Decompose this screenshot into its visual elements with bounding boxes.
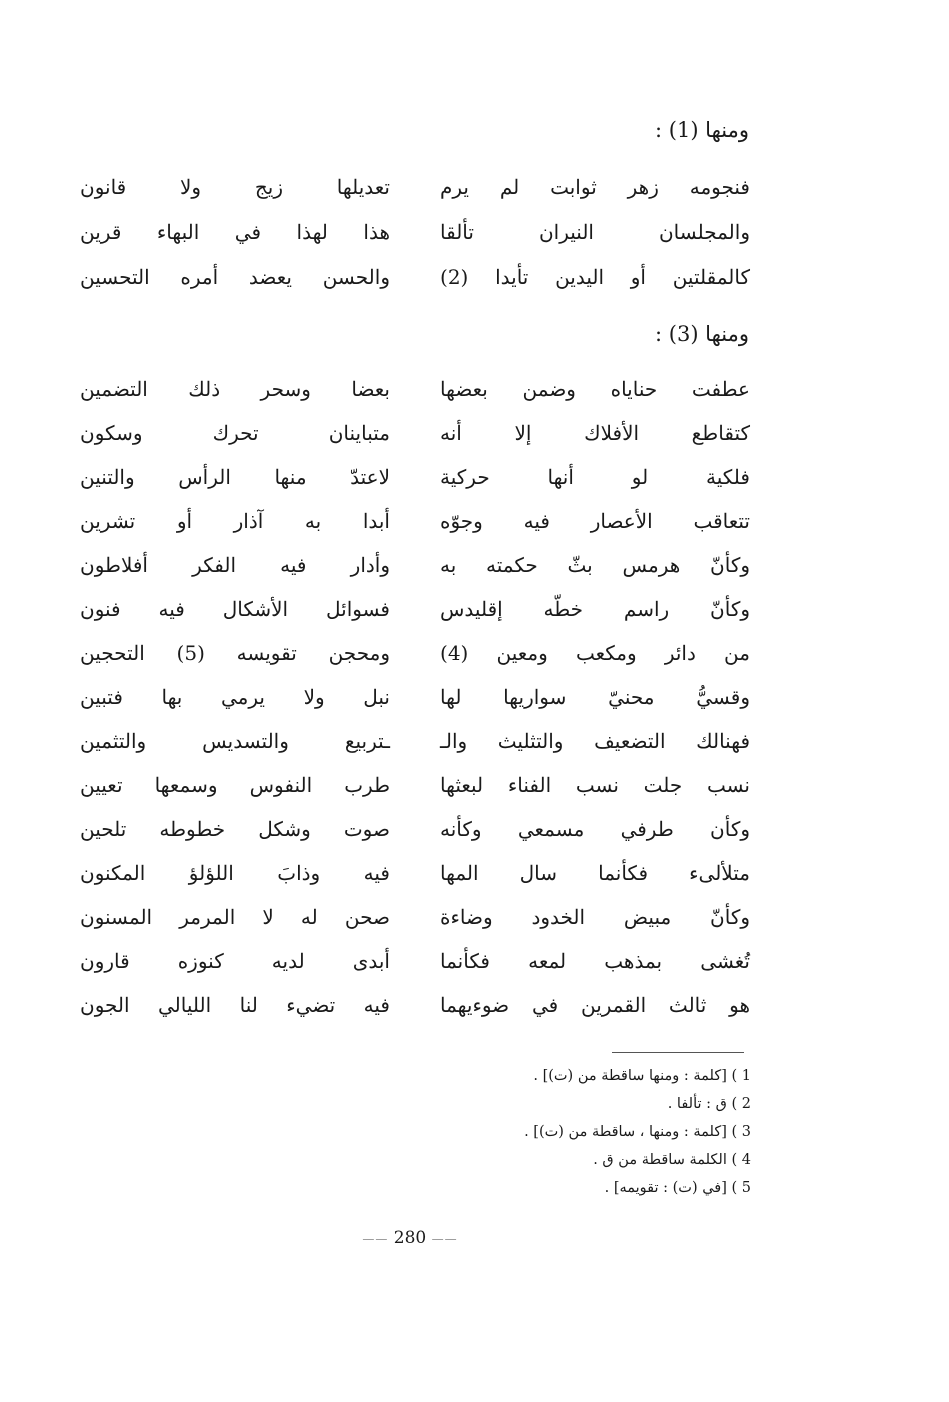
verse-hemistich-left: طرب النفوس وسمعها تعيين [80,773,390,797]
page-number-area [0,1228,820,1248]
verse-hemistich-right: تُغشى بمذهب لمعه فكأنما [440,949,750,973]
verse-hemistich-right: وكأنّ هرمس بثّ حكمته به [440,553,750,577]
verse-line [80,946,750,994]
verse-hemistich-right: وكأنّ مبيض الخدود وضاءة [440,905,750,929]
verse-line [80,374,750,422]
verse-hemistich-left: فيه تضيء لنا الليالي الجون [80,993,390,1017]
verse-hemistich-right: متلألىء فكأنما سال المها [440,861,750,885]
verse-line [80,814,750,862]
verse-line [80,638,750,686]
verse-line [80,506,750,554]
verse-hemistich-right: من دائر ومكعب ومعين (4) [440,641,750,665]
verse-hemistich-right: فنجومه زهر ثوابت لم يرم [440,175,750,199]
page-number-dash-right: —— [431,1232,458,1246]
verse-line [80,262,750,310]
verse-hemistich-left: متباينان تحرك وسكون [80,421,390,445]
verse-line [80,418,750,466]
verse-hemistich-left: هذا لهذا في البهاء قرين [80,220,390,244]
verse-hemistich-right: فهنالك التضعيف والتثليث والـ [440,729,750,753]
section-heading-1: ومنها (1) : [654,118,749,142]
verse-line [80,462,750,510]
verse-hemistich-right: وقسيُّ محنيّ سواريها لها [440,685,750,709]
verse-line [80,217,750,265]
verse-hemistich-left: فسوائل الأشكال فيه فنون [80,597,390,621]
footnote: 3 ) [كلمة : ومنها ، ساقطة من (ت)] . [524,1124,751,1140]
verse-line [80,726,750,774]
footnote: 4 ) الكلمة ساقطة من ق . [593,1152,751,1168]
verse-hemistich-left: أبدا به آذار أو تشرين [80,509,390,533]
verse-hemistich-left: فيه وذابَ اللؤلؤ المكنون [80,861,390,885]
verse-hemistich-right: وكأنّ راسم خطّه إقليدس [440,597,750,621]
verse-hemistich-right: كالمقلتين أو اليدين تأيدا (2) [440,265,750,289]
verse-line [80,550,750,598]
verse-hemistich-right: نسب جلت نسب الفناء لبعثها [440,773,750,797]
verse-hemistich-left: والحسن يعضد أمره التحسين [80,265,390,289]
verse-hemistich-right: عطفت حناياه وضمن بعضها [440,377,750,401]
verse-line [80,770,750,818]
verse-hemistich-left: ـتربيع والتسديس والتثمين [80,729,390,753]
verse-hemistich-left: نبل ولا يرمي بها فتبين [80,685,390,709]
verse-hemistich-left: لاعتدّ منها الرأس والتنين [80,465,390,489]
verse-hemistich-left: تعديلها زيج ولا قانون [80,175,390,199]
verse-hemistich-left: بعضا وسحر ذلك التضمين [80,377,390,401]
section-heading-2: ومنها (3) : [654,322,749,346]
verse-hemistich-right: كتقاطع الأفلاك إلا أنه [440,421,750,445]
verse-hemistich-left: أبدى لديه كنوزه قارون [80,949,390,973]
verse-hemistich-left: ومحجن تقويسه (5) التحجين [80,641,390,665]
verse-line [80,858,750,906]
verse-hemistich-right: فلكية لو أنها حركية [440,465,750,489]
verse-line [80,902,750,950]
footnote-divider [612,1052,744,1053]
page-number: 280 [393,1228,427,1248]
verse-hemistich-right: تتعاقب الأعصار فيه وجوّه [440,509,750,533]
verse-hemistich-left: صحن له لا المرمر المسنون [80,905,390,929]
footnote: 5 ) [في (ت) : تقويمه] . [604,1180,751,1196]
verse-hemistich-left: صوت وشكل خطوطه تلحين [80,817,390,841]
verse-line [80,990,750,1038]
verse-line [80,172,750,220]
footnote: 2 ) ق : تألفا . [667,1096,751,1112]
verse-line [80,682,750,730]
verse-hemistich-right: والمجلسان النيران تألقا [440,220,750,244]
footnote: 1 ) [كلمة : ومنها ساقطة من (ت)] . [533,1068,751,1084]
verse-line [80,594,750,642]
verse-hemistich-right: وكأن طرفي مسمعي وكأنه [440,817,750,841]
verse-hemistich-right: هو ثالث القمرين في ضوءيهما [440,993,750,1017]
page-number-dash-left: —— [362,1232,389,1246]
verse-hemistich-left: وأدار فيه الفكر أفلاطون [80,553,390,577]
